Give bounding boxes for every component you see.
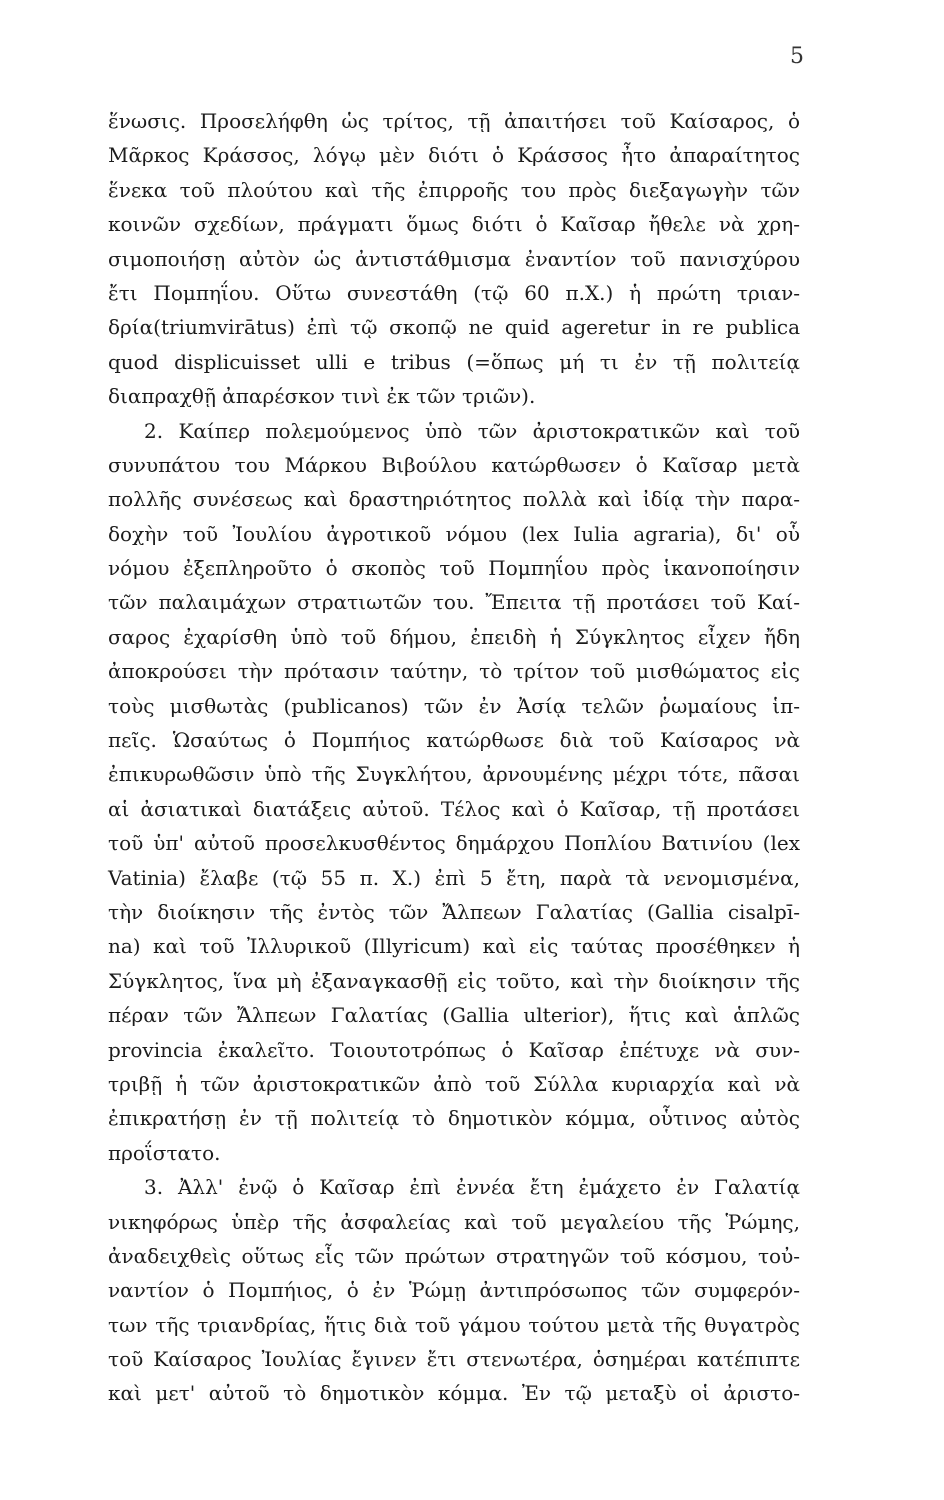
text-line: Vatinia) ἔλαβε (τῷ 55 π. Χ.) ἐπὶ 5 ἔτη, παρὰ τὰ νενομισμένα, (108, 865, 800, 890)
text-line: δρία(triumvirātus) ἐπὶ τῷ σκοπῷ ne quid ageretur in re publica (108, 315, 800, 340)
text-line: τοῦ ὑπ' αὐτοῦ προσελκυσθέντος δημάρχου Ποπλίου Βατινίου (lex (108, 831, 800, 856)
text-line: πεῖς. Ὡσαύτως ὁ Πομπήιος κατώρθωσε διὰ τοῦ Καίσαρος νὰ (108, 728, 800, 753)
text-line: ναντίον ὁ Πομπήιος, ὁ ἐν Ῥώμῃ ἀντιπρόσωπος τῶν συμφερόν- (108, 1278, 800, 1303)
page-number: 5 (790, 44, 804, 69)
text-line: των τῆς τριανδρίας, ἥτις διὰ τοῦ γάμου τούτου μετὰ τῆς θυγατρὸς (108, 1312, 800, 1337)
text-line: na) καὶ τοῦ Ἰλλυρικοῦ (Illyricum) καὶ εἰς ταύτας προσέθηκεν ἡ (108, 934, 800, 959)
text-line: ἐπικυρωθῶσιν ὑπὸ τῆς Συγκλήτου, ἀρνουμένης μέχρι τότε, πᾶσαι (108, 762, 800, 787)
text-line: καὶ μετ' αὐτοῦ τὸ δημοτικὸν κόμμα. Ἐν τῷ μεταξὺ οἱ ἀριστο- (108, 1381, 800, 1406)
paragraph-end-line: διαπραχθῇ ἀπαρέσκον τινὶ ἐκ τῶν τριῶν). (108, 384, 536, 409)
text-line: Σύγκλητος, ἵνα μὴ ἐξαναγκασθῇ εἰς τοῦτο, καὶ τὴν διοίκησιν τῆς (108, 968, 800, 993)
text-line: provincia ἐκαλεῖτο. Τοιουτοτρόπως ὁ Καῖσαρ ἐπέτυχε νὰ συν- (108, 1037, 800, 1062)
text-line: κοινῶν σχεδίων, πράγματι ὅμως διότι ὁ Καῖσαρ ἤθελε νὰ χρη- (108, 212, 800, 237)
section-3-start-line: 3. Ἀλλ' ἐνῷ ὁ Καῖσαρ ἐπὶ ἐννέα ἔτη ἐμάχετο ἐν Γαλατίᾳ (144, 1175, 800, 1200)
text-line: ἕνωσις. Προσελήφθη ὡς τρίτος, τῇ ἀπαιτήσει τοῦ Καίσαρος, ὁ (108, 109, 800, 133)
text-line: συνυπάτου του Μάρκου Βιβούλου κατώρθωσεν ὁ Καῖσαρ μετὰ (108, 452, 800, 477)
text-line: πολλῆς συνέσεως καὶ δραστηριότητος πολλὰ καὶ ἰδίᾳ τὴν παρα- (108, 487, 800, 512)
text-line: δοχὴν τοῦ Ἰουλίου ἀγροτικοῦ νόμου (lex Iulia agraria), δι' οὗ (108, 521, 800, 546)
text-line: τὴν διοίκησιν τῆς ἐντὸς τῶν Ἄλπεων Γαλατίας (Gallia cisalpī- (108, 899, 800, 924)
text-line: Μᾶρκος Κράσσος, λόγῳ μὲν διότι ὁ Κράσσος ἦτο ἀπαραίτητος (108, 143, 800, 168)
text-line: τριβῇ ἡ τῶν ἀριστοκρατικῶν ἀπὸ τοῦ Σύλλα κυριαρχία καὶ νὰ (108, 1071, 800, 1096)
text-line: νικηφόρως ὑπὲρ τῆς ἀσφαλείας καὶ τοῦ μεγαλείου τῆς Ῥώμης, (108, 1209, 800, 1234)
text-line: αἱ ἀσιατικαὶ διατάξεις αὐτοῦ. Τέλος καὶ ὁ Καῖσαρ, τῇ προτάσει (108, 796, 800, 821)
paragraph-end-line: προΐστατο. (108, 1140, 221, 1165)
text-line: ἕνεκα τοῦ πλούτου καὶ τῆς ἐπιρροῆς του πρὸς διεξαγωγὴν τῶν (108, 177, 800, 202)
text-line: ἀποκρούσει τὴν πρότασιν ταύτην, τὸ τρίτον τοῦ μισθώματος εἰς (108, 659, 800, 684)
text-line: νόμου ἐξεπληροῦτο ὁ σκοπὸς τοῦ Πομπηΐου πρὸς ἱκανοποίησιν (108, 556, 800, 581)
text-line: τοὺς μισθωτὰς (publicanos) τῶν ἐν Ἀσίᾳ τελῶν ῥωμαίους ἱπ- (108, 693, 800, 718)
text-line: τοῦ Καίσαρος Ἰουλίας ἔγινεν ἔτι στενωτέρα, ὁσημέραι κατέπιπτε (108, 1347, 800, 1372)
text-line: σιμοποιήσῃ αὐτὸν ὡς ἀντιστάθμισμα ἐναντίον τοῦ πανισχύρου (108, 246, 800, 271)
text-line: τῶν παλαιμάχων στρατιωτῶν του. Ἔπειτα τῇ προτάσει τοῦ Καί- (108, 590, 800, 615)
text-line: quod displicuisset ulli e tribus (=ὅπως μή τι ἐν τῇ πολιτείᾳ (108, 349, 800, 374)
text-line: ἐπικρατήσῃ ἐν τῇ πολιτείᾳ τὸ δημοτικὸν κόμμα, οὗτινος αὐτὸς (108, 1106, 800, 1131)
section-2-start-line: 2. Καίπερ πολεμούμενος ὑπὸ τῶν ἀριστοκρατικῶν καὶ τοῦ (144, 418, 800, 443)
body-text (108, 104, 800, 1411)
text-line: πέραν τῶν Ἄλπεων Γαλατίας (Gallia ulterior), ἥτις καὶ ἁπλῶς (108, 1003, 800, 1028)
text-line: ἀναδειχθεὶς οὕτως εἷς τῶν πρώτων στρατηγῶν τοῦ κόσμου, τοὐ- (108, 1243, 800, 1268)
text-line: ἔτι Πομπηΐου. Οὕτω συνεστάθη (τῷ 60 π.Χ.) ἡ πρώτη τριαν- (108, 280, 800, 305)
text-line: σαρος ἐχαρίσθη ὑπὸ τοῦ δήμου, ἐπειδὴ ἡ Σύγκλητος εἶχεν ἤδη (108, 624, 800, 649)
